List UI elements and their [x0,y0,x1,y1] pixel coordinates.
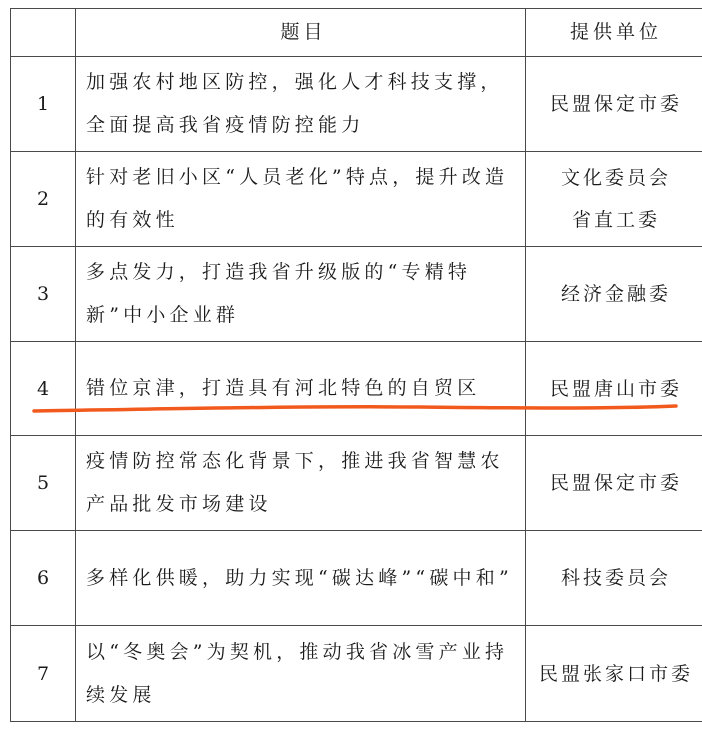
header-number [11,9,76,57]
unit-line: 民盟张家口市委 [538,662,693,685]
table-row [11,247,702,342]
proposal-table [10,8,702,722]
header-title: 题目 [76,9,526,57]
row-unit [526,57,702,152]
row-unit [526,531,702,626]
row-title: 以“冬奥会”为契机，推动我省冰雪产业持续发展 [76,626,526,722]
unit-line: 民盟保定市委 [549,93,682,115]
table-header-row [11,9,702,57]
row-number: 6 [11,531,76,626]
unit-line: 省直工委 [571,209,660,231]
row-title: 疫情防控常态化背景下，推进我省智慧农产品批发市场建设 [76,436,526,531]
row-title: 多样化供暖，助力实现“碳达峰”“碳中和” [76,531,526,626]
row-unit [526,626,702,722]
unit-line: 经济金融委 [560,283,671,305]
row-title: 针对老旧小区“人员老化”特点，提升改造的有效性 [76,152,526,247]
row-title: 错位京津，打造具有河北特色的自贸区 [76,342,526,436]
table-row [11,626,702,722]
row-unit [526,342,702,436]
row-number: 5 [11,436,76,531]
table-row [11,152,702,247]
row-title: 多点发力，打造我省升级版的“专精特新”中小企业群 [76,247,526,342]
row-number: 1 [11,57,76,152]
row-unit [526,247,702,342]
table-row-highlighted [11,342,702,436]
row-number: 3 [11,247,76,342]
unit-line: 文化委员会 [560,167,671,189]
row-number: 2 [11,152,76,247]
unit-line: 科技委员会 [560,567,671,589]
row-unit [526,436,702,531]
header-unit: 提供单位 [526,9,702,57]
unit-line: 民盟唐山市委 [549,377,682,400]
unit-line: 民盟保定市委 [549,472,682,494]
row-unit [526,152,702,247]
row-number: 7 [11,626,76,722]
row-title: 加强农村地区防控，强化人才科技支撑，全面提高我省疫情防控能力 [76,57,526,152]
row-number: 4 [11,342,76,436]
table-row [11,436,702,531]
table-row [11,57,702,152]
table-row [11,531,702,626]
